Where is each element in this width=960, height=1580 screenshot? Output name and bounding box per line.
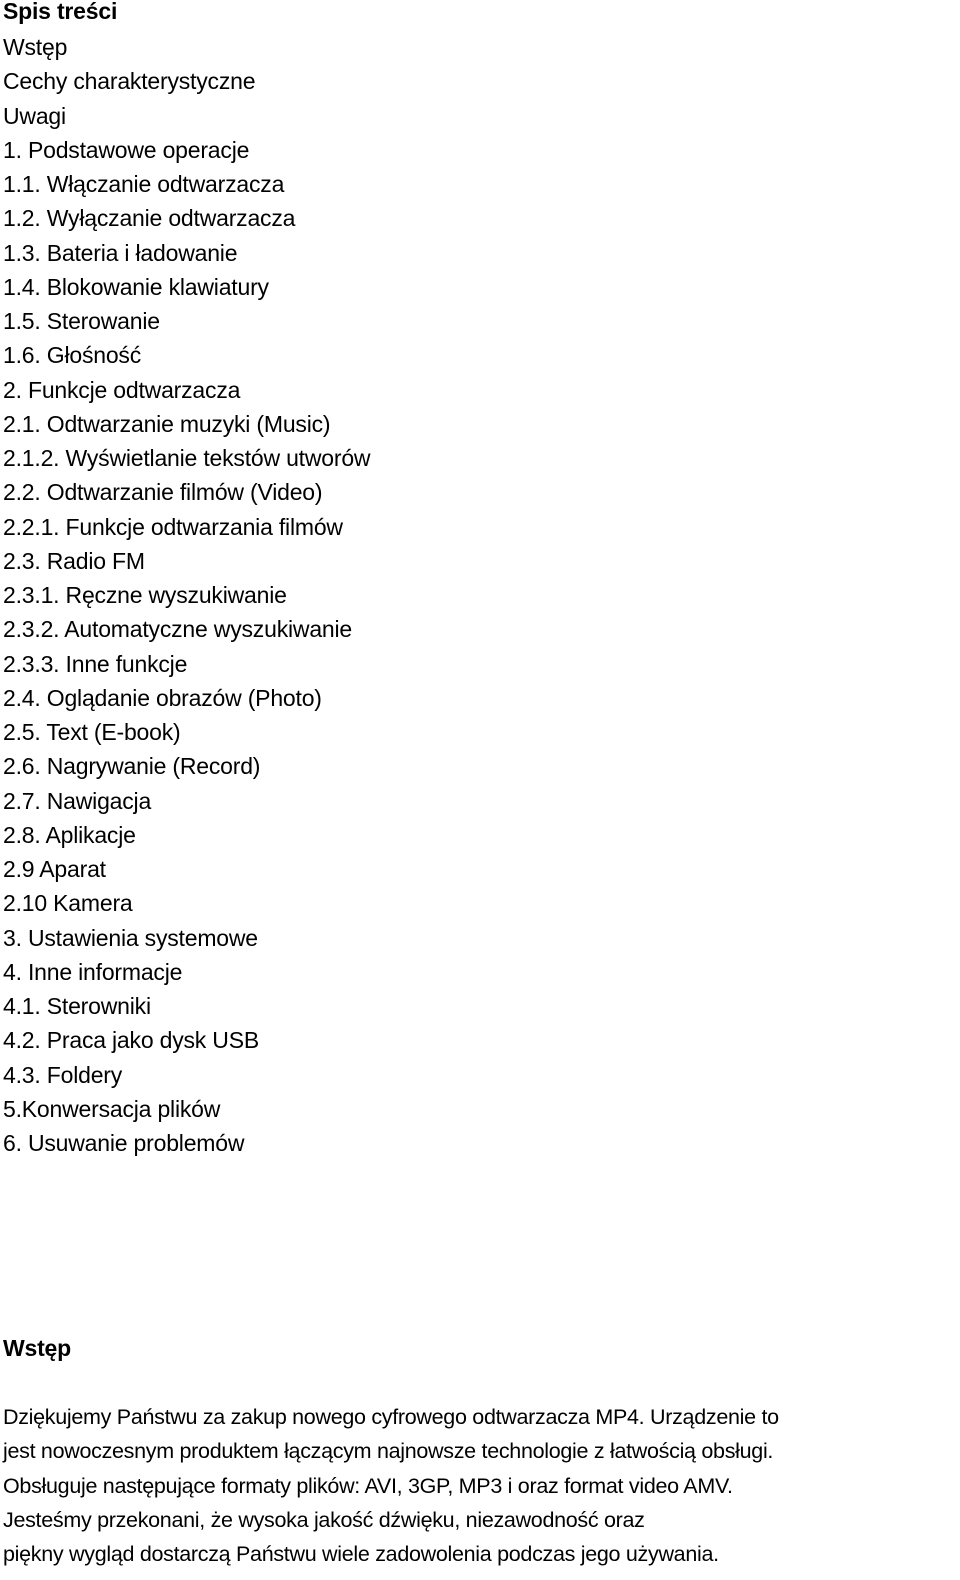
toc-item[interactable]: 2.5. Text (E-book) <box>3 719 181 745</box>
toc-item[interactable]: 4. Inne informacje <box>3 958 183 985</box>
toc-item[interactable]: Wstęp <box>3 34 68 60</box>
toc-item[interactable]: 3. Ustawienia systemowe <box>3 924 258 951</box>
toc-item[interactable]: 1.6. Głośność <box>3 342 142 369</box>
toc-item[interactable]: 2.3.2. Automatyczne wyszukiwanie <box>3 616 352 643</box>
table-of-contents <box>3 30 370 1160</box>
toc-item[interactable]: 1.4. Blokowanie klawiatury <box>3 273 269 300</box>
toc-item[interactable]: 2.4. Oglądanie obrazów (Photo) <box>3 684 322 711</box>
paragraph-line: Obsługuje następujące formaty plików: AVI, 3GP, MP3 i oraz format video AMV. <box>3 1473 733 1498</box>
paragraph-line: jest nowoczesnym produktem łączącym najnowsze technologie z łatwością obsługi. <box>3 1439 774 1464</box>
paragraph-line: piękny wygląd dostarczą Państwu wiele zadowolenia podczas jego używania. <box>3 1542 719 1566</box>
toc-item[interactable]: 1. Podstawowe operacje <box>3 136 250 163</box>
toc-item[interactable]: 2.1. Odtwarzanie muzyki (Music) <box>3 410 331 437</box>
toc-item[interactable]: 2.8. Aplikacje <box>3 821 136 848</box>
toc-item[interactable]: 4.2. Praca jako dysk USB <box>3 1027 259 1054</box>
toc-item[interactable]: 1.5. Sterowanie <box>3 308 160 334</box>
toc-title: Spis treści <box>3 0 118 24</box>
toc-item[interactable]: 1.3. Bateria i ładowanie <box>3 239 238 266</box>
toc-item[interactable]: 2.10 Kamera <box>3 890 133 917</box>
toc-item[interactable]: 2.2.1. Funkcje odtwarzania filmów <box>3 513 343 540</box>
toc-item[interactable]: 2.3. Radio FM <box>3 547 145 574</box>
section-heading-intro: Wstęp <box>3 1335 72 1361</box>
toc-item[interactable]: 2.3.1. Ręczne wyszukiwanie <box>3 582 287 608</box>
toc-item[interactable]: 2.1.2. Wyświetlanie tekstów utworów <box>3 445 371 471</box>
toc-item[interactable]: 6. Usuwanie problemów <box>3 1130 245 1156</box>
toc-item[interactable]: 2.9 Aparat <box>3 856 106 882</box>
toc-item[interactable]: 2.3.3. Inne funkcje <box>3 650 188 677</box>
paragraph-line: Jesteśmy przekonani, że wysoka jakość dźwięku, niezawodność oraz <box>3 1507 645 1532</box>
toc-item[interactable]: Cechy charakterystyczne <box>3 68 256 95</box>
paragraph-line: Dziękujemy Państwu za zakup nowego cyfrowego odtwarzacza MP4. Urządzenie to <box>3 1405 779 1429</box>
toc-item[interactable]: 4.3. Foldery <box>3 1061 123 1088</box>
toc-item[interactable]: 5.Konwersacja plików <box>3 1095 221 1122</box>
toc-item[interactable]: 2.2. Odtwarzanie filmów (Video) <box>3 479 323 506</box>
toc-item[interactable]: 1.2. Wyłączanie odtwarzacza <box>3 205 296 232</box>
intro-paragraph <box>3 1400 958 1571</box>
toc-item[interactable]: 2.7. Nawigacja <box>3 787 152 814</box>
toc-item[interactable]: 4.1. Sterowniki <box>3 993 151 1019</box>
toc-item[interactable]: 2. Funkcje odtwarzacza <box>3 376 241 403</box>
toc-item[interactable]: 2.6. Nagrywanie (Record) <box>3 753 261 780</box>
toc-item[interactable]: 1.1. Włączanie odtwarzacza <box>3 171 285 197</box>
toc-item[interactable]: Uwagi <box>3 102 66 129</box>
